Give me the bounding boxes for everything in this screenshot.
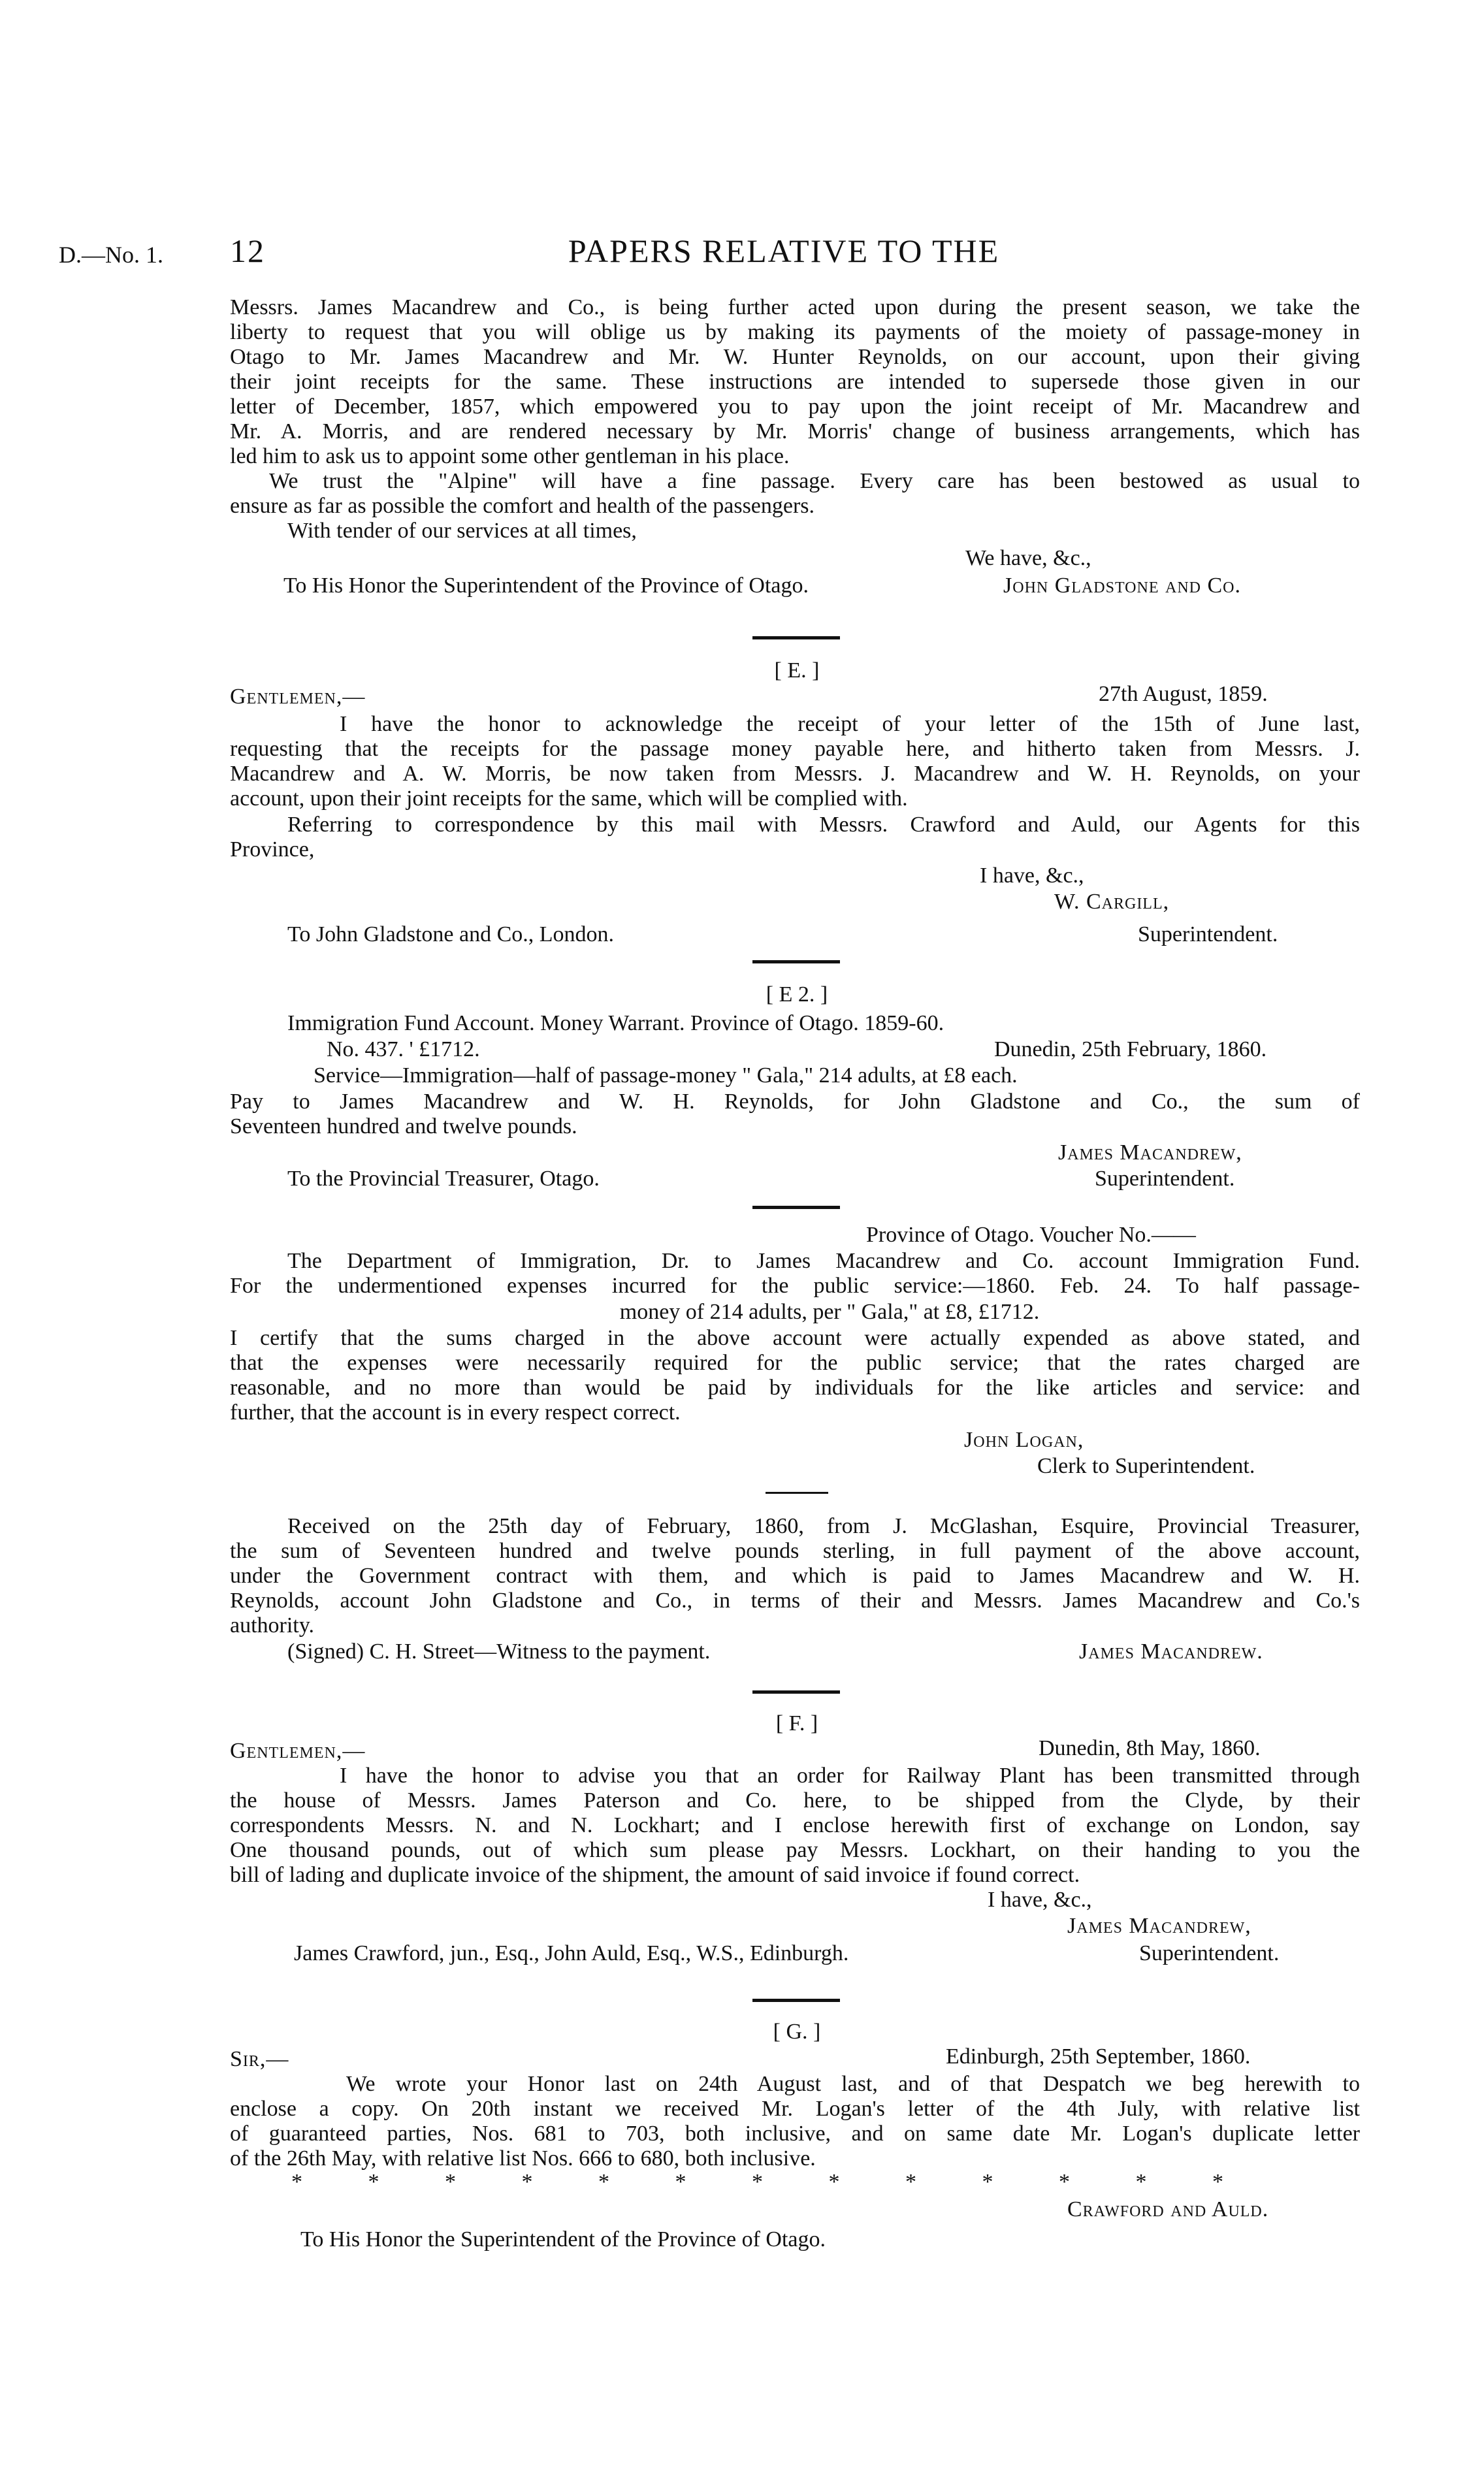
signature-title: Superintendent.	[1139, 1941, 1280, 1965]
letter-date: Edinburgh, 25th September, 1860.	[946, 2044, 1251, 2069]
certification-line: further, that the account is in every respect correct.	[230, 1400, 681, 1425]
section-divider	[752, 960, 840, 963]
letter-d-line: ensure as far as possible the comfort and health of the passengers.	[230, 494, 815, 518]
section-divider	[752, 1206, 840, 1209]
addressee: To His Honor the Superintendent of the Province of Otago.	[300, 2227, 826, 2252]
section-label: [ E 2. ]	[766, 982, 828, 1007]
page-title: PAPERS RELATIVE TO THE	[568, 233, 1000, 269]
section-divider	[752, 636, 840, 639]
certification-line: I certify that the sums charged in the above account were actually expended as above stated, and	[230, 1326, 1360, 1350]
closing: I have, &c.,	[988, 1888, 1092, 1912]
voucher-heading: Province of Otago. Voucher No.——	[866, 1223, 1196, 1247]
salutation: Sir,—	[230, 2047, 289, 2071]
letter-d-line: letter of December, 1857, which empowered you to pay upon the joint receipt of Mr. Macandrew and	[230, 395, 1360, 419]
receipt-line: Received on the 25th day of February, 1860, from J. McGlashan, Esquire, Provincial Treasurer,	[287, 1514, 1360, 1538]
letter-e-line: I have the honor to acknowledge the receipt of your letter of the 15th of June last,	[340, 712, 1360, 736]
letter-g-line: We wrote your Honor last on 24th August last, and of that Despatch we beg herewith to	[346, 2072, 1360, 2096]
section-divider	[752, 1999, 840, 2002]
letter-d-line: liberty to request that you will oblige us by making its payments of the moiety of passage-money in	[230, 320, 1360, 344]
warrant-number: No. 437. ' £1712.	[327, 1037, 480, 1061]
letter-d-line: their joint receipts for the same. These instructions are intended to supersede those given in our	[230, 370, 1360, 394]
voucher-line: The Department of Immigration, Dr. to James Macandrew and Co. account Immigration Fund.	[287, 1249, 1360, 1273]
addressee: To John Gladstone and Co., London.	[287, 922, 615, 946]
signature: James Macandrew,	[1067, 1914, 1251, 1938]
voucher-amount-line: money of 214 adults, per " Gala," at £8, £1712.	[619, 1300, 1040, 1324]
witness-line: (Signed) C. H. Street—Witness to the payment.	[287, 1639, 711, 1664]
signature: James Macandrew,	[1058, 1140, 1242, 1165]
closing: We have, &c.,	[965, 546, 1091, 570]
letter-d-line: Mr. A. Morris, and are rendered necessary by Mr. Morris' change of business arrangements, which has	[230, 419, 1360, 444]
signature: Crawford and Auld.	[1067, 2197, 1269, 2221]
section-label: [ F. ]	[775, 1711, 818, 1735]
addressee: To the Provincial Treasurer, Otago.	[287, 1167, 600, 1191]
letter-f-line: the house of Messrs. James Paterson and Co. here, to be shipped from the Clyde, by their	[230, 1788, 1360, 1813]
letter-f-line: One thousand pounds, out of which sum please pay Messrs. Lockhart, on their handing to you the	[230, 1838, 1360, 1862]
letter-f-line: bill of lading and duplicate invoice of the shipment, the amount of said invoice if found correct.	[230, 1863, 1080, 1887]
series-number: D.—No. 1.	[59, 242, 163, 268]
letter-e-line: Referring to correspondence by this mail with Messrs. Crawford and Auld, our Agents for this	[287, 813, 1360, 837]
addressee: James Crawford, jun., Esq., John Auld, Esq., W.S., Edinburgh.	[294, 1941, 849, 1965]
letter-f-line: correspondents Messrs. N. and N. Lockhart; and I enclose herewith first of exchange on London, say	[230, 1813, 1360, 1837]
warrant-pay-line: Pay to James Macandrew and W. H. Reynolds, for John Gladstone and Co., the sum of	[230, 1090, 1360, 1114]
warrant-heading: Immigration Fund Account. Money Warrant. Province of Otago. 1859-60.	[287, 1011, 944, 1035]
signature-title: Clerk to Superintendent.	[1037, 1454, 1255, 1478]
salutation: Gentlemen,—	[230, 685, 366, 709]
letter-e-line: Province,	[230, 837, 315, 862]
letter-e-line: account, upon their joint receipts for the same, which will be complied with.	[230, 786, 908, 811]
receipt-line: Reynolds, account John Gladstone and Co., in terms of their and Messrs. James Macandrew and Co.'s	[230, 1589, 1360, 1613]
receipt-line: under the Government contract with them, and which is paid to James Macandrew and W. H.	[230, 1564, 1360, 1588]
letter-g-line: enclose a copy. On 20th instant we received Mr. Logan's letter of the 4th July, with relative list	[230, 2097, 1360, 2121]
warrant-date: Dunedin, 25th February, 1860.	[994, 1037, 1267, 1061]
section-label: [ G. ]	[773, 2020, 821, 2044]
signature: W. Cargill,	[1054, 890, 1170, 914]
warrant-pay-line: Seventeen hundred and twelve pounds.	[230, 1114, 577, 1138]
ellipsis-stars: * * * * * * * * * * * * *	[291, 2170, 1223, 2194]
addressee: To His Honor the Superintendent of the Province of Otago.	[283, 573, 809, 598]
section-divider	[766, 1492, 828, 1494]
page-number: 12	[230, 233, 265, 269]
receipt-line: the sum of Seventeen hundred and twelve pounds sterling, in full payment of the above account,	[230, 1539, 1360, 1563]
certification-line: reasonable, and no more than would be paid by individuals for the like articles and service: and	[230, 1376, 1360, 1400]
receipt-line: authority.	[230, 1613, 315, 1638]
closing: I have, &c.,	[980, 864, 1084, 888]
letter-d-line: With tender of our services at all times,	[287, 519, 637, 543]
salutation: Gentlemen,—	[230, 1739, 366, 1763]
letter-e-line: requesting that the receipts for the passage money payable here, and hitherto taken from Messrs. J.	[230, 737, 1360, 761]
letter-date: Dunedin, 8th May, 1860.	[1039, 1736, 1261, 1760]
signature: John Logan,	[964, 1428, 1084, 1452]
letter-f-line: I have the honor to advise you that an order for Railway Plant has been transmitted through	[340, 1764, 1360, 1788]
signature: James Macandrew.	[1079, 1639, 1263, 1664]
signature-title: Superintendent.	[1138, 922, 1278, 946]
warrant-service: Service—Immigration—half of passage-money " Gala," 214 adults, at £8 each.	[314, 1063, 1018, 1088]
signature: John Gladstone and Co.	[1003, 573, 1242, 598]
letter-d-line: Otago to Mr. James Macandrew and Mr. W. Hunter Reynolds, on our account, upon their giving	[230, 345, 1360, 369]
certification-line: that the expenses were necessarily required for the public service; that the rates charged are	[230, 1351, 1360, 1375]
letter-e-line: Macandrew and A. W. Morris, be now taken from Messrs. J. Macandrew and W. H. Reynolds, on your	[230, 762, 1360, 786]
voucher-line: For the undermentioned expenses incurred for the public service:—1860. Feb. 24. To half passage-	[230, 1274, 1360, 1298]
signature-title: Superintendent.	[1095, 1167, 1235, 1191]
letter-d-line: Messrs. James Macandrew and Co., is being further acted upon during the present season, we take the	[230, 295, 1360, 319]
section-label: [ E. ]	[774, 658, 820, 683]
letter-d-line: We trust the "Alpine" will have a fine passage. Every care has been bestowed as usual to	[269, 469, 1360, 493]
letter-date: 27th August, 1859.	[1099, 682, 1268, 706]
letter-d-line: led him to ask us to appoint some other gentleman in his place.	[230, 444, 790, 468]
section-divider	[752, 1690, 840, 1694]
letter-g-line: of guaranteed parties, Nos. 681 to 703, both inclusive, and on same date Mr. Logan's duplicate letter	[230, 2122, 1360, 2146]
letter-g-line: of the 26th May, with relative list Nos. 666 to 680, both inclusive.	[230, 2146, 816, 2171]
